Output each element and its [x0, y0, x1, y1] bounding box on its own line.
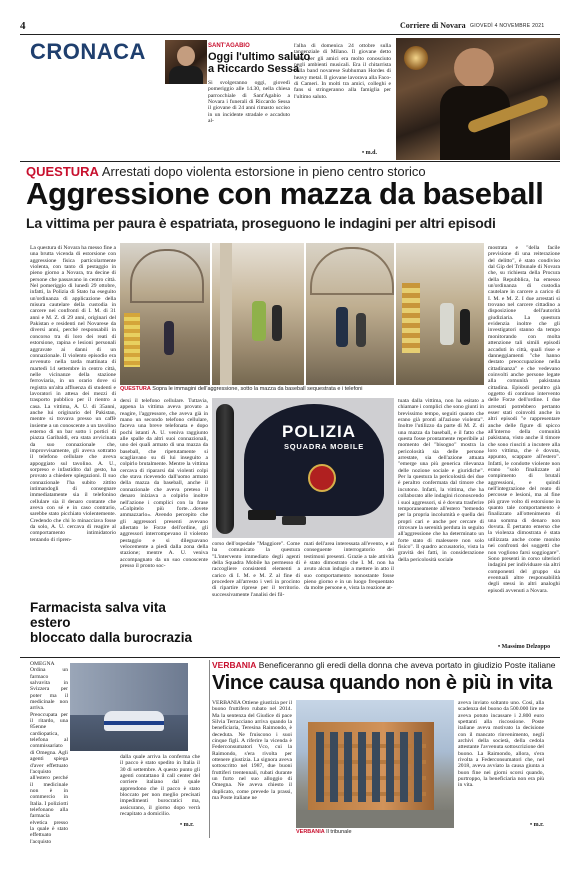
obituary-col2: l'alba di domenica 24 ottobre sulla tangenziale di Milano. Il giovane detto Riky per gli amici era molto conosciuto negli ambienti musicali. Era il chitarrista della band novarese Subhuman Hordes di heavy metal. Il giovane lavorava alla Faco-di Cameri. In molti tra amici, colleghi e fans si stringeranno alla famiglia per l'ultimo saluto.	[294, 43, 391, 100]
cctv-photo-2	[212, 243, 304, 385]
obituary-photo	[165, 40, 207, 84]
portrait-face	[177, 46, 195, 66]
obituary-signature: • m.d.	[362, 150, 377, 156]
main-overline-text: Arrestati dopo violenta estorsione in pieno centro storico	[101, 164, 426, 179]
tribunal-windows	[316, 732, 426, 802]
main-col5: tuata dalla vittima, non ha esitato a chiamare i complici che sono giunti in brevissimo tempo, seguiti quanto che erano già pronti all'azione violenta". Inoltre l'utilizzo da parte di M. Z. di una mazza da baseball, e il fatto che questa fosse prontamente reperibile al momento del "bisogno" mostra la pericolosità sia delle persone arrestate, sia dell'azione attuata "emerge una più generica rilevanza delle nozione sociale e giuridiche". Per la questura la pericolosità dei due è peraltro confermata dal timore che incutono. Infatti, la vittima, che ha collaborato alle indagini riconoscendo i suoi aggressori, si è dovuta trasferire temporaneamente all'estero "temendo per la propria incolumità e quella dei propri cari e anche per cercare di ritrovare la serenità perduta in seguito all'aggressione che ha determinato un forte stato di malessere non solo fisico". Il quadro accusatorio, vista la gravità dei fatti, in considerazione della pericolosità sociale	[398, 398, 484, 563]
photo-caption	[120, 386, 484, 394]
inheritance-col2: aveva inviato soltanto uno. Così, alla scadenza del buono da 500.000 lire ne aveva potuto incassare i 2.800 euro spettanti alla riscossione. Poste italiane aveva motivato la decisione con il mancato rinvenimento, negli archivi della società, della cedola attestante l'avvenuta sottoscrizione del buono. La Raimondo, allora, s'era rivolta a Federconsumatori che, nel 2018, aveva avviato la causa giunta a buon fine nei giorni scorsi quando, purtroppo, la beneficiaria non era più in vita.	[458, 700, 544, 789]
obituary-col1: Si svolgeranno oggi, giovedì pomeriggio alle 14.30, nella chiesa parrocchiale di Sant'Agabio a Novara i funerali di Riccardo Sessa il giovane di 24 anni rimasto ucciso in un incidente stradale e accaduto al-	[208, 80, 290, 125]
main-col2: dersi il telefono cellulare. Tuttavia, appena la vittima aveva provato a reagire, l'aggressore, che aveva già in mano un secondo telefono cellulare, faceva una breve telefonata e dopo pochi istanti A. U. veniva raggiunto alle spalle da altri suoi connazionali, uno dei quali armato di una mazza da baseball, che ripetutamente si scagliavano su di lui inseguito a colpirlo brutalmente. Mentre la vittima cercava di ripararsi dai violenti colpi che stava ricevendo dall'uomo armato della mazza da baseball, anche il connazionale che aveva preteso il denaro iniziava a colpirlo inoltre nell'azione i complici con la frase «Colpitelo più forte…dovete ammazzarlo». Avendo percepito che gli aggressori presenti avevano allertato le Forze dell'ordine, gli aggressori interrompevano il violento pestaggio e si dileguavano velocemente a piedi dalla zona della stazione; mentre A. U. veniva accompagnato da un suo conoscente presso il pronto soc-	[120, 398, 208, 569]
polizia-label: POLIZIA	[282, 422, 357, 441]
inheritance-overline	[212, 660, 556, 670]
page-number: 4	[20, 20, 26, 32]
obituary-band-photo	[396, 38, 560, 160]
header-rule	[20, 34, 560, 35]
person-figure	[164, 321, 174, 355]
inheritance-kicker: VERBANIA	[212, 660, 257, 670]
section-title: CRONACA	[30, 39, 146, 64]
tribunal-caption	[296, 829, 454, 837]
person-figure	[356, 313, 366, 347]
inheritance-signature: • m.r.	[530, 822, 544, 828]
baseball-bat	[216, 404, 234, 534]
kiosk	[402, 283, 420, 353]
person-figure	[252, 301, 266, 341]
portrait-body	[169, 66, 203, 84]
person-figure	[272, 305, 282, 341]
person-figure	[460, 309, 470, 345]
cellphone-1	[248, 510, 276, 520]
cctv-photo-4	[396, 243, 484, 385]
pharmacy-headline	[30, 600, 210, 645]
obituary-kicker: SANT'AGABIO	[208, 43, 250, 49]
pharmacy-headline-line2: bloccato dalla burocrazia	[30, 630, 193, 645]
newspaper-name: Corriere di Novara	[400, 21, 466, 30]
pharmacy-signature: • m.r.	[180, 822, 194, 828]
column	[220, 243, 232, 385]
person-figure	[336, 307, 348, 347]
obituary-title-line2: a Riccardo Sessa	[208, 63, 300, 75]
signature-bullet: •	[362, 150, 366, 156]
photo-caption-kicker: QUESTURA	[120, 386, 151, 392]
person-figure	[440, 303, 454, 345]
signature-bullet: •	[180, 822, 184, 828]
pavement	[296, 810, 454, 828]
signature-bullet: •	[498, 644, 502, 650]
obituary-title-line1: Oggi l'ultimo saluto	[208, 51, 311, 63]
main-signature: • Massimo Delzoppo	[498, 644, 551, 650]
cctv-photo-1	[120, 243, 210, 385]
photo-caption-text: Sopra le immagini dell'aggressione, sotto la mazza da baseball sequestrata e i telefoni	[152, 386, 363, 392]
main-subhead: La vittima per paura è espatriata, proseguono le indagini per altri episodi	[26, 215, 496, 231]
main-col3: corso dell'ospedale "Maggiore". Come ha comunicato la questura "L'intervento immediato degli agenti della Squadra Mobile ha permesso di raccogliere consistenti elementi a carico di I. M. e M. Z al fine di procedere all'arresto i veri in procinto di ripartire riprese per il territorio. successivamente l'analisi dei fil-	[212, 541, 300, 598]
pharmacy-col2-text: dalla quale arriva la conferma che il pacco è stato spedito in Italia il 30 di settembre. A questo punto gli agenti contattano il call center del corriere italiano dal quale apprendono che il pacco è stato bloccato per non meglio precisati impedimenti burocratici ma, assicurano, il giorno dopo verrà recapitato a domicilio.	[120, 754, 200, 818]
main-kicker: QUESTURA	[26, 164, 99, 179]
archway	[310, 247, 394, 295]
main-col1: La questura di Novara ha messo fine a una brutta vicenda di estorsione con aggressione fisica particolarmente violenta, con tanto di pestaggio in pieno giorno a Novara, tra decine di persone che passavano in centro città. Nel pomeriggio di lunedì 29 ottobre, infatti, la Polizia di Stato ha eseguito un'ordinanza di applicazione della misura cautelare della custodia in carcere nei confronti di I. M. di 31 anni e M. Z. di 29 anni, originari del Pakistan e residenti nel Novarese da diversi anni, perché responsabili in concorso tra di loro dei reati di estorsione, rapina e lesioni personali aggravate ai danni di un connazionale. Il violento episodio era avvenuto nella tarda mattinata di martedì 14 settembre in centro città, nelle vicinanze della stazione ferroviaria, in un orario dove si registra un'alta affluenza di studenti e lavoratori in attesa dei mezzi di trasporto pubblico per il rientro a casa. La vittima, A. U. di 35anni, anche lui originario del Pakistan, mentre si trovava presso un caffè insieme a un conoscente a un tavolino esterno di un bar sotto i portici di piazza Garibaldi, era stata avvicinata da suo connazionale che, improvvisamente, gli aveva sottratto il telefono cellulare che aveva appoggiato sul tavolino. A. U., sorpreso e infastidito dal gesto, ha provato a chiedere spiegazioni. Il suo connazionale l'ha subito zittito intimandogli di consegnare immediatamente sia il telefonino cellulare sia il denaro contante che aveva con sé e in caso contrario, sarebbe stato picchiato violentemente. Credendo che chi lo minacciava fosse da solo, A. U. cercava di reagire al comportamento intimidatorio tentando di ripren-	[30, 245, 116, 543]
inheritance-overline-text: Beneficeranno gli eredi della donna che aveva portato in giudizio Poste italiane	[258, 660, 556, 670]
main-col4: mati dell'area interessata all'evento, e al conseguente interrogatorio dei testimoni presenti. Grazie a tale attività è stato dimostrato che I. M. non ha avuto alcun indugio a mettere in atto il suo comportamento nonostante fosse pieno giorno e in un luogo frequentato da molte persone e, vista la reazione at-	[304, 541, 394, 592]
archway	[130, 249, 204, 303]
cctv-photo-3	[306, 243, 394, 385]
building-wall	[70, 663, 188, 715]
main-col6: mostrata e "della facile previsione di una reiterazione del delitto", è stato condiviso dal Gip del Tribunale di Novara che, su richiesta della Procura della Repubblica, ha emesso un'ordinanza di custodia cautelare in carcere a carico di I. M. e M. Z. I due arrestati si trovano nel carcere cittadino a disposizione dell'autorità giudiziaria. La questura evidenzia inoltre che gli investigatori stanno da tempo monitorando con molta attenzione tali simili episodi accaduti in città, quali risse e danneggiamenti "che hanno destato preoccupazione nella cittadinanza" e che vedevano coinvolti anche persone legate alla comunità pakistana cittadina. Episodi peraltro già oggetto di continuo intervento delle Forze dell'ordine. I due arrestati potrebbero pertanto esser stati coinvolti anche in altri episodi "e rappresentare anche delle figure di spicco all'interno della comunità pakistana, visto anche il timore che sono riusciti a incutere alla loro vittima, che è dovuta, appunto, scappare all'estero". Infatti, le condotte violente non erano "solo finalizzate al compimento di brutali aggressioni, e quindi nell'integrazione del reato di percosse e lesioni, ma al fine più grave volto di estorsione in quanto tale comportamento è finalizzato all'ottenimento di una somma di denaro non dovuta. È pertanto emerso che la violenza dimostrata è stata utilizzata anche come monito nei confronti dei soggetti che non vogliono farsi soggiogare". Sono presenti in corso ulteriori indagini per individuare sia altri componenti del gruppo sia eventuali altre responsabilità degli stessi in altri analoghi episodi avvenuti a Novara.	[488, 245, 560, 594]
pharmacy-headline-line1: Farmacista salva vita estero	[30, 600, 166, 630]
cellphone-2	[282, 516, 306, 525]
tribunal-caption-text: Il tribunale	[326, 829, 352, 835]
squadra-mobile-label: SQUADRA MOBILE	[284, 442, 365, 451]
pharmacy-col1: OMEGNA Ordina un farmaco salvavita in Svizzera per poter ma il medicinale non arriva. Preoccupata per il ritardo, una 85enne cardiopatica, telefona al commissariato di Omegna. Agli agenti spiega d'aver effettuato l'acquisto all'estero perché il medicinale non è in commercio in Italia. I poliziotti telefonano alla farmacia elvetica presso la quale è stato effettuato l'acquisto	[30, 661, 68, 845]
issue-date: GIOVEDÌ 4 NOVEMBRE 2021	[470, 23, 545, 29]
tribunal-photo	[296, 700, 454, 828]
lamp-light	[404, 46, 428, 70]
kiosk	[124, 313, 140, 367]
main-headline: Aggressione con mazza da baseball	[26, 176, 544, 211]
main-bottom-rule	[20, 657, 560, 658]
signature-bullet: •	[530, 822, 534, 828]
inheritance-col1: VERBANIA Ottiene giustizia per il buono fruttifero rubato nel 2014. Ma la sentenza del Giudice di pace Silvia Terracciano arriva quando la beneficiaria, Teresina Raimondo, è deceduta. Ne fruiscono i suoi cinque figli. A riferire la vicenda è Federconsumatori Vco, cui la Raimondo, s'era rivolta per ottenere giustizia. La signora aveva sottoscritto nel 1987, due buoni fruttiferi trentennali, rubati durante un furto nel suo alloggio di Omegna. Ne aveva chiesto il duplicato, come prevede la prassi, ma Poste italiane ne	[212, 700, 292, 802]
pharmacy-col1b	[30, 754, 110, 822]
pharmacy-photo	[70, 663, 188, 751]
band-member-figure	[454, 48, 494, 88]
police-cap	[244, 404, 384, 516]
obituary-rule	[20, 161, 560, 162]
inheritance-headline: Vince causa quando non è più in vita	[212, 672, 553, 694]
tribunal-caption-kicker: VERBANIA	[296, 829, 325, 835]
police-car-stripe	[104, 721, 164, 725]
column-divider	[209, 660, 210, 838]
evidence-photo	[212, 398, 394, 538]
page-header	[20, 20, 560, 34]
police-badge-icon	[308, 464, 336, 492]
